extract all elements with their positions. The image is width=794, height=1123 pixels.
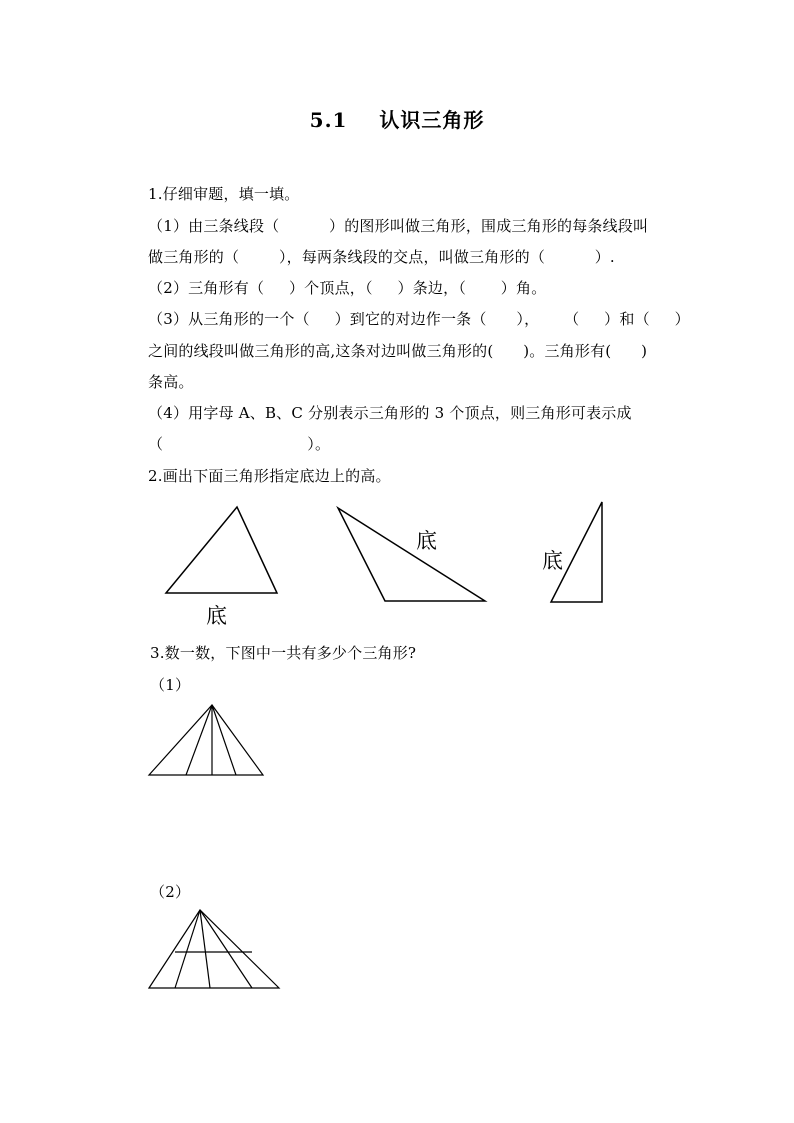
page-title: 5.1 认识三角形 bbox=[309, 108, 485, 132]
q2-base-label-2: 底 bbox=[416, 529, 437, 553]
q2-base-label-3: 底 bbox=[542, 549, 563, 573]
q1-line-8: （ ）。 bbox=[148, 435, 331, 453]
q1-line-1: （1）由三条线段（ ）的图形叫做三角形，围成三角形的每条线段叫 bbox=[148, 217, 649, 235]
q1-line-4: （3）从三角形的一个（ ）到它的对边作一条（ ）， （ ）和（ ） bbox=[148, 310, 690, 328]
q2-heading: 2.画出下面三角形指定底边上的高。 bbox=[148, 467, 391, 485]
q3-sub-1: （1） bbox=[150, 676, 191, 694]
q3-heading: 3.数一数，下图中一共有多少个三角形? bbox=[150, 644, 417, 662]
q1-line-5: 之间的线段叫做三角形的高,这条对边叫做三角形的( )。三角形有( ) bbox=[148, 342, 648, 360]
q1-line-3: （2）三角形有（ ）个顶点，（ ）条边，（ ）角。 bbox=[148, 279, 547, 297]
q2-triangle-2 bbox=[338, 508, 485, 601]
q1-line-7: （4）用字母 A、B、C 分别表示三角形的 3 个顶点，则三角形可表示成 bbox=[148, 404, 632, 422]
q3-sub-2: （2） bbox=[150, 883, 191, 901]
q1-heading: 1.仔细审题，填一填。 bbox=[148, 185, 300, 203]
q2-base-label-1: 底 bbox=[206, 604, 227, 628]
q3-figure-1 bbox=[149, 705, 263, 775]
q1-line-2: 做三角形的（ ），每两条线段的交点，叫做三角形的（ ）. bbox=[148, 248, 615, 266]
q2-triangle-1 bbox=[166, 507, 277, 593]
q1-line-6: 条高。 bbox=[148, 373, 194, 391]
q3-figure-2 bbox=[149, 910, 279, 988]
